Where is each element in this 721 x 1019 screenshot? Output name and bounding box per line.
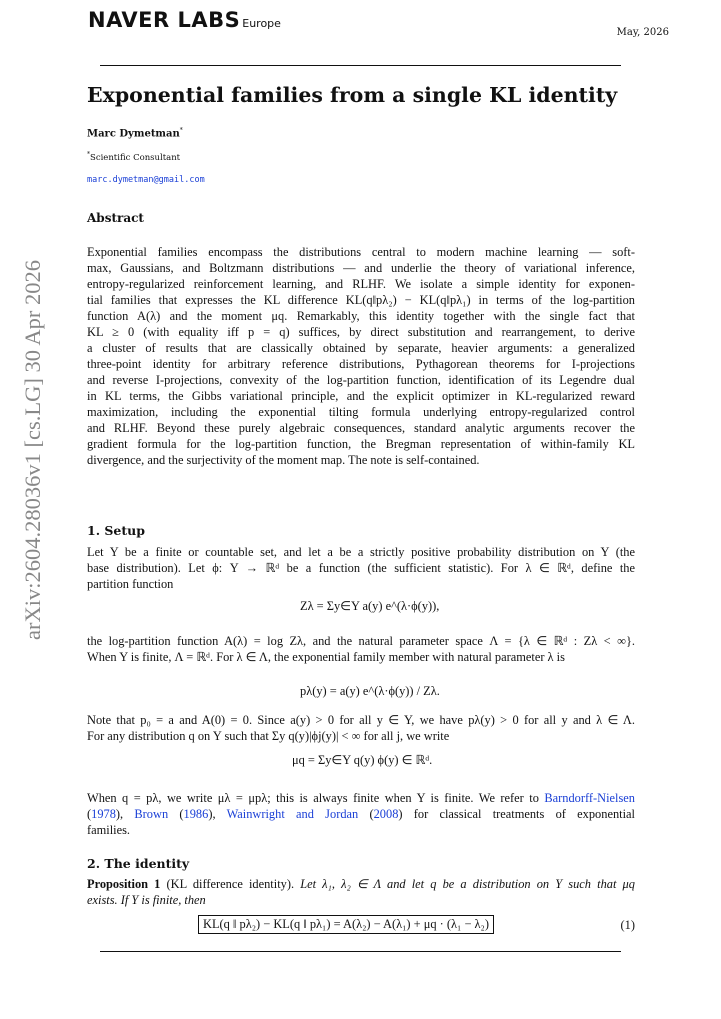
proposition-name: (KL difference identity). (166, 877, 295, 891)
author-text: Marc Dymetman (87, 128, 180, 140)
body-text: for classical treatments of exponential (413, 807, 635, 821)
footer-rule (100, 951, 621, 952)
equation-family-member: pλ(y) = a(y) e^(λ·ϕ(y)) / Zλ. (300, 684, 440, 698)
abstract-line: gradient formula for the log-partition function, the Bregman representation of within-family KL (87, 437, 635, 451)
body-line: (1978), Brown (1986), Wainwright and Jordan (2008) for classical treatments of exponential (87, 807, 635, 821)
body-line: partition function (87, 577, 174, 591)
body-line: families. (87, 823, 131, 837)
body-line: When Y is finite, Λ = ℝᵈ. For λ ∈ Λ, the exponential family member with natural parameter λ is (87, 650, 565, 664)
header-rule (100, 65, 621, 66)
abstract-line: max, Gaussians, and Boltzmann distributions — and underlie the theory of variational inference, (87, 261, 635, 275)
abstract-line: divergence, and the surjectivity of the moment map. The note is self-contained. (87, 453, 480, 467)
citation-year-link[interactable]: 1978 (91, 807, 116, 821)
abstract-line: KL ≥ 0 (with equality iff p = q) suffices, by direct substitution and rearrangement, to derive (87, 325, 635, 339)
body-line (87, 892, 635, 908)
body-line: base distribution). Let ϕ: Y → ℝᵈ be a function (the sufficient statistic). For λ ∈ ℝᵈ, define the (87, 561, 635, 575)
section-1-para-c (87, 712, 635, 744)
proposition-text: exists. If Y is finite, then (87, 893, 206, 907)
proposition-label: Proposition 1 (87, 877, 161, 891)
logo-main-text: NAVER LABS (88, 8, 241, 32)
section-1-para-b (87, 633, 635, 665)
citation-link[interactable]: Wainwright and Jordan (226, 807, 359, 821)
body-line: the log-partition function A(λ) = log Zλ, and the natural parameter space Λ = {λ ∈ ℝᵈ : Zλ < ∞}. (87, 634, 635, 648)
equation-partition-function: Zλ = Σy∈Y a(y) e^(λ·ϕ(y)), (300, 599, 440, 613)
arxiv-sidebar-stamp: arXiv:2604.28036v1 [cs.LG] 30 Apr 2026 (20, 260, 45, 640)
header-date: May, 2026 (616, 27, 669, 38)
boxed-equation-kl-identity: KL(q ‖ pλ₂) − KL(q ‖ pλ₁) = A(λ₂) − A(λ₁) + μq · (λ₁ − λ₂) (198, 915, 494, 934)
abstract-line: function A(λ) and the moment μq. Remarkably, this identity together with the single fact that (87, 309, 635, 323)
author-mark: * (179, 127, 183, 134)
abstract-body (87, 244, 635, 468)
body-line: For any distribution q on Y such that Σy q(y)|ϕj(y)| < ∞ for all j, we write (87, 729, 450, 743)
abstract-line: entropy-regularized reinforcement learning, and RLHF. We isolate a simple identity for exponen- (87, 277, 635, 291)
body-text: When q = pλ, we write μλ = μpλ; this is always finite when Y is finite. We refer to (87, 791, 539, 805)
citation-year-link[interactable]: 2008 (373, 807, 399, 821)
affiliation-text: Scientific Consultant (90, 152, 181, 163)
abstract-line: in KL terms, the Gibbs variational principle, and the explicit optimizer in KL-regularized reward (87, 389, 635, 403)
abstract-line: a cluster of results that are classically obtained by separate, heavier arguments: a generalized (87, 341, 635, 355)
paper-title: Exponential families from a single KL identity (87, 83, 618, 107)
author-email-link[interactable]: marc.dymetman@gmail.com (87, 175, 205, 185)
citation-link[interactable]: Brown (134, 807, 169, 821)
author-name (87, 127, 183, 139)
abstract-line: and RLHF. Beyond these purely algebraic consequences, standard analytic arguments recover the (87, 421, 635, 435)
abstract-line: maximization, including the exponential tilting formula underlying entropy-regularized control (87, 405, 635, 419)
abstract-line: tial families that expresses the KL difference KL(q‖pλ₂) − KL(q‖pλ₁) in terms of the log-partition (87, 293, 635, 307)
section-1-heading: 1. Setup (87, 523, 145, 538)
abstract-line: and reverse I-projections, convexity of the log-partition function, identification of its Legendre dual (87, 373, 635, 387)
section-1-para-a (87, 544, 635, 592)
proposition-text: Let λ₁, λ₂ ∈ Λ and let q be a distribution on Y such that μq (300, 877, 635, 891)
naver-labs-logo (88, 8, 281, 32)
abstract-heading: Abstract (87, 211, 144, 225)
affiliation-mark: * (87, 151, 90, 158)
citation-link[interactable]: Barndorff-Nielsen (544, 791, 635, 805)
section-2-heading: 2. The identity (87, 856, 190, 871)
body-line: Let Y be a finite or countable set, and let a be a strictly positive probability distribution on Y (the (87, 545, 635, 559)
logo-sub-text: Europe (242, 17, 281, 30)
author-affiliation (87, 151, 180, 163)
equation-number: (1) (620, 918, 635, 932)
section-1-para-d (87, 790, 635, 838)
proposition-1 (87, 876, 635, 908)
body-line (87, 876, 635, 892)
equation-moment: μq = Σy∈Y q(y) ϕ(y) ∈ ℝᵈ. (292, 753, 433, 767)
abstract-line: Exponential families encompass the distributions central to modern machine learning — soft- (87, 245, 635, 259)
abstract-line: three-point identity for arbitrary reference distributions, Pythagorean theorems for I-projections (87, 357, 635, 371)
body-line (87, 790, 635, 806)
citation-year-link[interactable]: 1986 (183, 807, 209, 821)
body-line: Note that p₀ = a and A(0) = 0. Since a(y) > 0 for all y ∈ Y, we have pλ(y) > 0 for all y and λ ∈ Λ. (87, 713, 635, 727)
